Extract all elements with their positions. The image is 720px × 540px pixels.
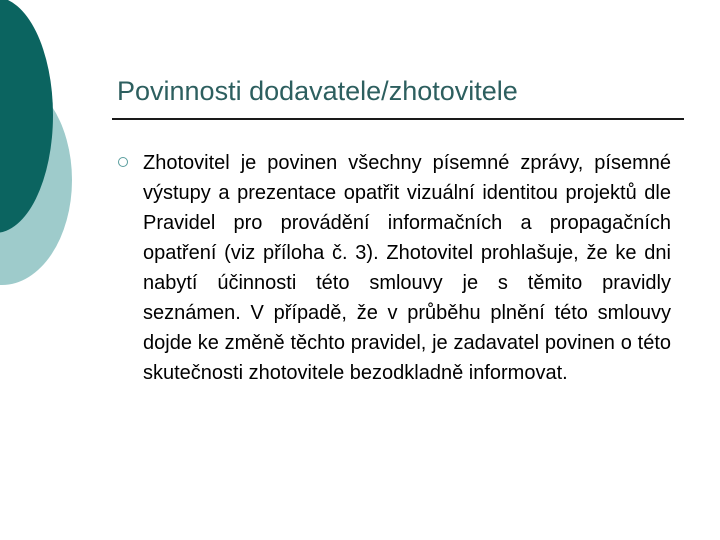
slide-title: Povinnosti dodavatele/zhotovitele (117, 76, 518, 106)
corner-decoration (0, 0, 80, 300)
hollow-circle-bullet-icon (118, 157, 128, 167)
title-divider (112, 118, 684, 120)
bullet-paragraph: Zhotovitel je povinen všechny písemné zprávy, písemné výstupy a prezentace opatřit vizuální identitou projektů dle Pravidel pro provádění informačních a propagačních opatření (viz příloha č. 3). Zhotovitel prohlašuje, že ke dni nabytí účinnosti této smlouvy je s těmito pravidly seznámen. V případě, že v průběhu plnění této smlouvy dojde ke změně těchto pravidel, je zadavatel povinen o této skutečnosti zhotovitele bezodkladně informovat. (143, 152, 671, 384)
